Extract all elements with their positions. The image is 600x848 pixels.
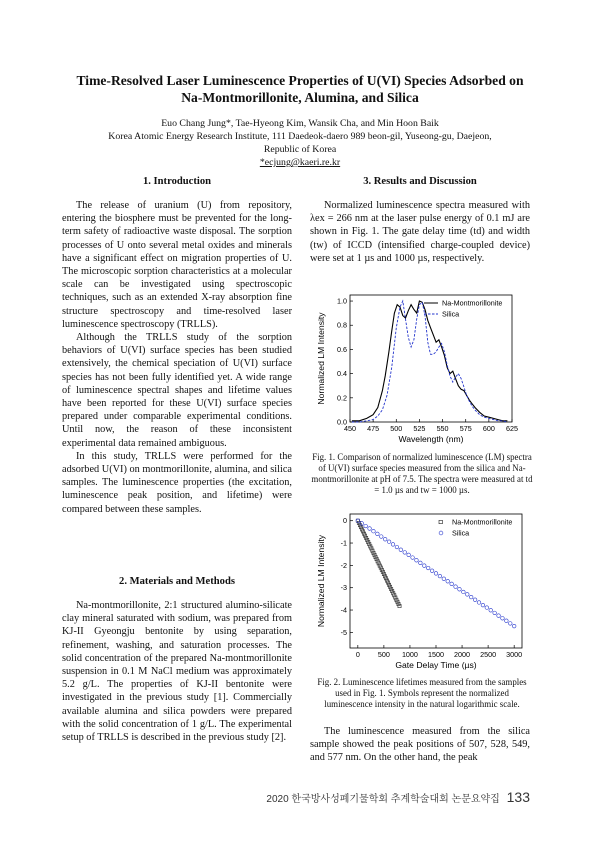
data-point-silica — [399, 548, 403, 552]
x-tick-label: 2000 — [454, 650, 471, 659]
data-point-silica — [458, 587, 462, 591]
data-point-silica — [364, 524, 368, 528]
intro-paragraph-2: Although the TRLLS study of the sorption behaviors of U(VI) surface species has been studied extensively, the chemical speciation of U(VI) surface species has not been fully identified yet. A wide range of luminescence spectral shapes and lifetime values have been reported for these U(VI) surface species prepared under comparable experimental conditions. Until now, the reason of these inconsistent experimental data remained ambiguous. — [62, 332, 292, 449]
introduction-body — [62, 199, 292, 516]
x-tick-label: 500 — [390, 424, 403, 433]
data-point-silica — [512, 624, 516, 628]
data-point-na-montmorillonite — [385, 579, 388, 582]
data-point-silica — [383, 537, 387, 541]
data-point-silica — [497, 614, 501, 618]
data-point-silica — [501, 616, 505, 620]
y-tick-label: 0.6 — [337, 344, 347, 354]
data-point-silica — [469, 595, 473, 599]
author-email[interactable]: *ecjung@kaeri.re.kr — [259, 157, 341, 168]
data-point-silica — [438, 574, 442, 578]
data-point-silica — [387, 540, 391, 544]
data-point-silica — [493, 611, 497, 615]
x-tick-label: 575 — [459, 424, 472, 433]
x-axis-label: Gate Delay Time (µs) — [395, 660, 477, 670]
y-tick-label: 0.8 — [337, 320, 347, 330]
data-point-na-montmorillonite — [397, 602, 400, 605]
data-point-na-montmorillonite — [359, 526, 362, 529]
x-tick-label: 450 — [344, 424, 356, 433]
page-number: 133 — [506, 789, 530, 805]
data-point-na-montmorillonite — [378, 564, 381, 567]
x-tick-label: 1500 — [428, 650, 444, 659]
y-axis-label: Normalized LM Intensity — [316, 534, 326, 628]
affiliation-line-2: Republic of Korea — [263, 144, 337, 155]
figure-2-lifetime-chart — [314, 508, 534, 672]
data-point-na-montmorillonite — [393, 594, 396, 597]
data-point-silica — [356, 519, 360, 523]
data-point-silica — [391, 543, 395, 547]
title-line-2: Na-Montmorillonite, Alumina, and Silica — [181, 90, 419, 105]
data-point-silica — [465, 593, 469, 597]
data-point-silica — [505, 619, 509, 623]
data-point-silica — [442, 577, 446, 581]
data-point-silica — [407, 553, 411, 557]
data-point-silica — [419, 561, 423, 565]
data-point-silica — [450, 582, 454, 586]
plot-frame — [350, 295, 512, 422]
title-line-1: Time-Resolved Laser Luminescence Properties of U(VI) Species Adsorbed on — [76, 73, 524, 88]
data-point-na-montmorillonite — [398, 604, 401, 607]
data-point-na-montmorillonite — [389, 585, 392, 588]
data-point-na-montmorillonite — [391, 589, 394, 592]
data-point-na-montmorillonite — [381, 570, 384, 573]
data-point-na-montmorillonite — [387, 583, 390, 586]
series-line-silica — [352, 298, 508, 422]
section-heading-results: 3. Results and Discussion — [363, 176, 477, 187]
author-list: Euo Chang Jung*, Tae-Hyeong Kim, Wansik Cha, and Min Hoon Baik — [161, 118, 439, 129]
y-tick-label: 0.2 — [337, 393, 347, 403]
data-point-na-montmorillonite — [384, 577, 387, 580]
data-point-silica — [372, 529, 376, 533]
data-point-na-montmorillonite — [373, 553, 376, 556]
x-tick-label: 1000 — [401, 650, 418, 659]
y-axis-label: Normalized LM Intensity — [316, 312, 326, 405]
y-tick-label: -3 — [340, 583, 347, 593]
x-tick-label: 625 — [506, 424, 518, 433]
data-point-na-montmorillonite — [365, 536, 368, 539]
section-heading-introduction: 1. Introduction — [142, 176, 212, 187]
y-tick-label: 0 — [343, 516, 347, 526]
data-point-na-montmorillonite — [361, 530, 364, 533]
legend-label: Silica — [452, 528, 470, 538]
data-point-na-montmorillonite — [380, 568, 383, 571]
legend-label: Na-Montmorillonite — [442, 298, 503, 308]
y-tick-label: 1.0 — [337, 296, 347, 306]
data-point-na-montmorillonite — [382, 572, 385, 575]
data-point-na-montmorillonite — [390, 587, 393, 590]
data-point-silica — [379, 535, 383, 539]
results-paragraph-2: The luminescence measured from the silica sample showed the peak positions of 507, 528, 549, and 577 nm. On the other hand, the peak — [310, 726, 530, 764]
figure-2-caption: Fig. 2. Luminescence lifetimes measured from the samples used in Fig. 1. Symbols represent the normalized luminescence intensity in the natural logarithmic scale. — [317, 677, 527, 709]
methods-body — [62, 599, 292, 744]
data-point-na-montmorillonite — [369, 545, 372, 548]
results-body-top — [310, 199, 530, 265]
data-point-na-montmorillonite — [394, 596, 397, 599]
x-tick-label: 2500 — [480, 650, 497, 659]
data-point-silica — [489, 608, 493, 612]
legend-label: Silica — [442, 309, 460, 319]
page-footer — [266, 789, 530, 805]
data-point-silica — [395, 545, 399, 549]
y-tick-label: -5 — [340, 627, 347, 637]
data-point-na-montmorillonite — [392, 592, 395, 595]
data-point-silica — [376, 532, 380, 536]
results-body-bottom — [310, 725, 530, 765]
x-tick-label: 500 — [377, 650, 390, 659]
data-point-na-montmorillonite — [386, 581, 389, 584]
data-point-silica — [415, 558, 419, 562]
data-point-na-montmorillonite — [370, 547, 373, 550]
x-tick-label: 475 — [367, 424, 380, 433]
figure-1-caption: Fig. 1. Comparison of normalized luminescence (LM) spectra of U(VI) surface species measured from the silica and Na-montmorillonite at pH of 7.5. The spectra were measured at td = 1.0 µs and tw = 1000 µs. — [311, 452, 533, 495]
data-point-na-montmorillonite — [371, 549, 374, 552]
series-line-na-montmorillonite — [352, 298, 508, 421]
data-point-na-montmorillonite — [375, 558, 378, 561]
methods-paragraph-1: Na-montmorillonite, 2:1 structured alumino-silicate clay mineral saturated with sodium, was prepared from KJ-II Gyeongju bentonite by using separation, refinement, washing, and saturation processes. The solid concentration of the prepared Na-montmorillonite suspension in 0.1 M NaCl medium was approximately 5.2 g/L. The properties of KJ-II bentonite were investigated in the previous study [1]. Commercially available alumina and silica powders were prepared with the solid concentration of 1 g/L. The experimental setup of TRLLS is described in the previous study [2]. — [62, 600, 292, 744]
legend-label: Na-Montmorillonite — [452, 517, 513, 527]
data-point-na-montmorillonite — [376, 560, 379, 563]
intro-paragraph-3: In this study, TRLLS were performed for the adsorbed U(VI) on montmorillonite, alumina, and silica samples. The luminescence properties (the excitation, luminescence peak position, and lifetime) were compared between these samples. — [62, 450, 292, 515]
y-tick-label: 0.4 — [337, 369, 347, 379]
data-point-silica — [477, 601, 481, 605]
figure-1-spectra-chart — [314, 287, 534, 449]
data-point-na-montmorillonite — [360, 528, 363, 531]
intro-paragraph-1: The release of uranium (U) from repository, entering the biosphere must be prevented for the long-term safety of radioactive waste disposal. The sorption processes of U onto several metal oxides and minerals have a significant effect on migration properties of U. The microscopic sorption characteristics at a molecular scale can be investigated using spectroscopic techniques, such as an extended X-ray absorption fine structure spectroscopy and time-resolved laser luminescence spectroscopy (TRLLS). — [62, 200, 292, 330]
data-point-silica — [481, 603, 485, 607]
data-point-silica — [434, 572, 438, 576]
footer-proceedings-name: 2020 한국방사성폐기물학회 추계학술대회 논문요약집 — [266, 794, 500, 805]
data-point-silica — [454, 585, 458, 589]
data-point-silica — [473, 598, 477, 602]
data-point-silica — [508, 622, 512, 626]
data-point-na-montmorillonite — [374, 556, 377, 559]
data-point-na-montmorillonite — [396, 600, 399, 603]
x-axis-label: Wavelength (nm) — [398, 434, 464, 444]
y-tick-label: -4 — [340, 605, 347, 615]
results-paragraph-1: Normalized luminescence spectra measured with λex = 266 nm at the laser pulse energy of 0.1 mJ are shown in Fig. 1. The gate delay time (td) and width (tw) of ICCD (intensified charge-coupled device) were set at 1 µs and 1000 µs, respectively. — [310, 200, 530, 264]
data-point-na-montmorillonite — [395, 598, 398, 601]
data-point-na-montmorillonite — [379, 566, 382, 569]
data-point-na-montmorillonite — [372, 551, 375, 554]
x-tick-label: 525 — [413, 424, 426, 433]
data-point-na-montmorillonite — [383, 575, 386, 578]
x-tick-label: 3000 — [506, 650, 523, 659]
y-tick-label: -1 — [340, 538, 347, 548]
data-point-na-montmorillonite — [362, 532, 365, 535]
section-heading-methods: 2. Materials and Methods — [119, 576, 235, 587]
data-point-silica — [426, 566, 430, 570]
y-tick-label: -2 — [340, 560, 347, 570]
x-tick-label: 600 — [482, 424, 495, 433]
legend-swatch — [439, 520, 442, 523]
data-point-silica — [411, 556, 415, 560]
data-point-silica — [422, 564, 426, 568]
legend-swatch — [439, 531, 443, 535]
author-block — [60, 117, 540, 169]
data-point-silica — [446, 579, 450, 583]
x-tick-label: 0 — [355, 650, 360, 659]
data-point-silica — [368, 527, 372, 531]
data-point-silica — [430, 569, 434, 573]
data-point-silica — [485, 606, 489, 610]
data-point-na-montmorillonite — [367, 541, 370, 544]
x-tick-label: 550 — [436, 424, 449, 433]
paper-title — [60, 72, 540, 106]
affiliation-line-1: Korea Atomic Energy Research Institute, 111 Daedeok-daero 989 beon-gil, Yuseong-gu, Daejeon, — [108, 131, 492, 142]
data-point-na-montmorillonite — [364, 534, 367, 537]
data-point-na-montmorillonite — [377, 562, 380, 565]
y-tick-label: 0.0 — [337, 417, 347, 427]
data-point-na-montmorillonite — [368, 543, 371, 546]
data-point-silica — [462, 590, 466, 594]
data-point-silica — [403, 551, 407, 555]
data-point-na-montmorillonite — [366, 538, 369, 541]
